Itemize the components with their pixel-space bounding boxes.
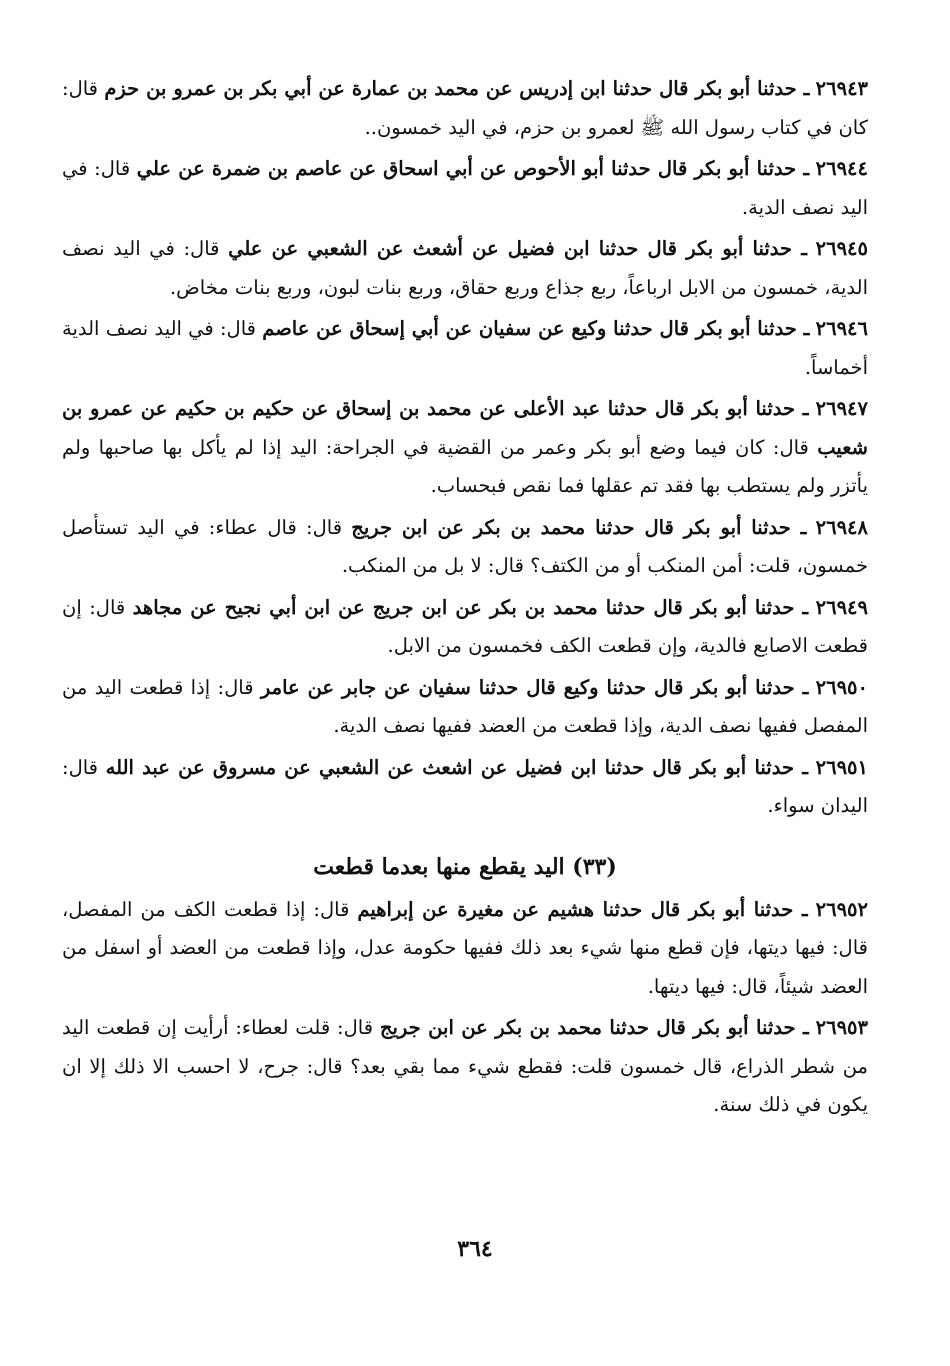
entry-number: ٢٦٩٥١ bbox=[815, 755, 868, 779]
entry-isnad: ـ حدثنا أبو بكر قال حدثنا محمد بن بكر عن ابن جريج bbox=[379, 1016, 809, 1039]
hadith-entry bbox=[62, 230, 868, 310]
hadith-entry bbox=[62, 70, 868, 150]
entry-number: ٢٦٩٥٠ bbox=[815, 675, 868, 699]
entry-text: قال: قال عطاء: في اليد تستأصل خمسون، قلت: أمن المنكب أو من الكتف؟ قال: لا بل من المنكب. bbox=[62, 515, 868, 577]
hadith-entry bbox=[62, 390, 868, 509]
hadith-entry bbox=[62, 1009, 868, 1128]
entry-text: قال: إذا قطعت اليد من المفصل ففيها نصف الدية، وإذا قطعت من العضد ففيها نصف الدية. bbox=[62, 675, 868, 737]
entry-number: ٢٦٩٤٣ bbox=[815, 77, 869, 100]
entry-text: قال: اليدان سواء. bbox=[62, 755, 868, 817]
entries-after bbox=[62, 891, 868, 1128]
entry-number: ٢٦٩٤٦ bbox=[815, 317, 868, 340]
hadith-entry bbox=[62, 150, 868, 230]
hadith-entry bbox=[62, 669, 868, 749]
entry-isnad: ـ حدثنا أبو بكر قال حدثنا محمد بن بكر عن ابن جريج عن ابن أبي نجيح عن مجاهد bbox=[132, 595, 809, 619]
entry-isnad: ـ حدثنا أبو بكر قال حدثنا أبو الأحوص عن أبي اسحاق عن عاصم بن ضمرة عن علي bbox=[136, 157, 810, 180]
entry-isnad: ـ حدثنا أبو بكر قال حدثنا ابن فضيل عن أشعث عن الشعبي عن علي bbox=[228, 237, 807, 260]
entry-isnad: ـ حدثنا أبو بكر قال حدثنا وكيع قال حدثنا سفيان عن جابر عن عامر bbox=[260, 675, 809, 699]
entry-text: قال: كان فيما وضع أبو بكر وعمر من القضية في الجراحة: اليد إذا لم يأكل بها صاحبها ولم يأتزر ولم يستطب بها فقد تم عقلها فما نقص فبحساب. bbox=[62, 435, 868, 497]
entry-number: ٢٦٩٥٢ bbox=[815, 897, 869, 921]
entries-container bbox=[62, 70, 868, 1128]
entry-text: قال: في اليد نصف الدية. bbox=[62, 157, 868, 219]
entry-isnad: ـ حدثنا أبو بكر قال حدثنا وكيع عن سفيان عن أبي إسحاق عن عاصم bbox=[262, 317, 810, 340]
hadith-entry bbox=[62, 509, 868, 589]
entry-number: ٢٦٩٤٥ bbox=[815, 237, 869, 260]
entry-text: قال: قلت لعطاء: أرأيت إن قطعت اليد من شطر الذراع، قال خمسون قلت: فقطع شيء مما بقي بعد؟ قال: جرح، لا احسب الا ذلك إلا ان يكون في ذلك سنة. bbox=[62, 1016, 868, 1116]
entry-text: قال: إذا قطعت الكف من المفصل، قال: فيها ديتها، فإن قطع منها شيء بعد ذلك ففيها حكومة عدل، وإذا قطعت من العضد أو اسفل من العضد شيئاً، قال: فيها ديتها. bbox=[62, 897, 868, 998]
hadith-entry bbox=[62, 310, 868, 390]
hadith-entry bbox=[62, 589, 868, 669]
hadith-entry bbox=[62, 749, 868, 829]
entry-isnad: ـ حدثنا أبو بكر قال حدثنا هشيم عن مغيرة عن إبراهيم bbox=[357, 897, 808, 921]
entry-number: ٢٦٩٤٩ bbox=[815, 595, 868, 619]
entry-number: ٢٦٩٤٧ bbox=[815, 397, 868, 420]
entry-isnad: ـ حدثنا أبو بكر قال حدثنا عبد الأعلى عن محمد بن إسحاق عن حكيم بن حكيم عن عمرو بن شعيب bbox=[62, 397, 868, 459]
hadith-entry bbox=[62, 891, 868, 1010]
entry-text: قال: إن قطعت الاصابع فالدية، وإن قطعت الكف فخمسون من الابل. bbox=[62, 595, 868, 657]
entry-isnad: ـ حدثنا أبو بكر قال حدثنا ابن فضيل عن اشعث عن الشعبي عن مسروق عن عبد الله bbox=[105, 755, 808, 779]
entry-isnad: ـ حدثنا أبو بكر قال حدثنا ابن إدريس عن محمد بن عمارة عن أبي بكر بن عمرو بن حزم bbox=[104, 77, 810, 100]
entry-number: ٢٦٩٥٣ bbox=[815, 1016, 869, 1039]
entry-number: ٢٦٩٤٨ bbox=[815, 515, 868, 539]
section-heading: (٣٣) اليد يقطع منها بعدما قطعت bbox=[313, 853, 617, 880]
entry-text: قال: في اليد نصف الدية، خمسون من الابل ارباعاً، ربع جذاع وربع حقاق، وربع بنات لبون، وربع بنات مخاض. bbox=[62, 237, 868, 299]
page-number: ٣٦٤ bbox=[457, 1236, 493, 1262]
entry-isnad: ـ حدثنا أبو بكر قال حدثنا محمد بن بكر عن ابن جريج bbox=[351, 515, 807, 539]
entries-before bbox=[62, 70, 868, 829]
entry-text: قال: في اليد نصف الدية أخماساً. bbox=[62, 317, 868, 379]
entry-number: ٢٦٩٤٤ bbox=[815, 157, 868, 180]
entry-text: قال: كان في كتاب رسول الله ﷺ لعمرو بن حزم، في اليد خمسون.. bbox=[62, 77, 868, 139]
